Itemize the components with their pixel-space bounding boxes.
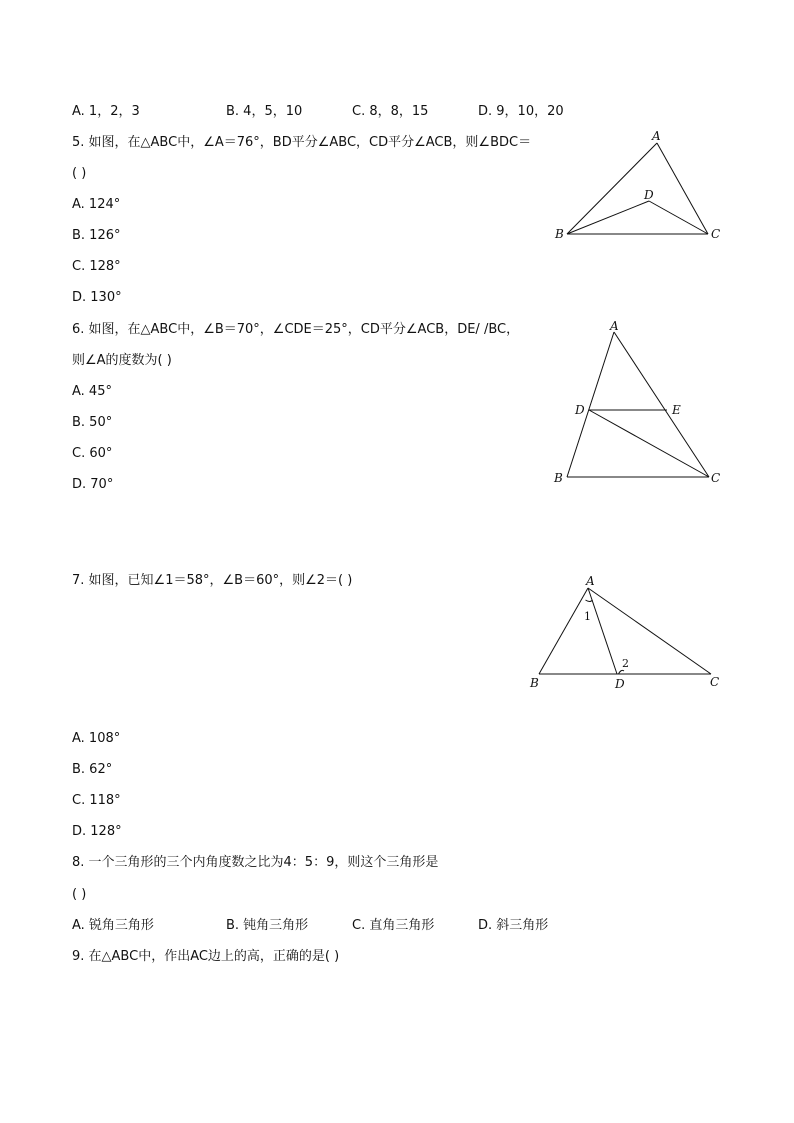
q5-figure (545, 128, 730, 248)
q8-option-b: B. 钝角三角形 (226, 918, 309, 933)
q7-angle-1-arc (586, 600, 593, 602)
q7-label-angle-1: 1 (584, 610, 591, 623)
q7-side-ab (539, 588, 588, 674)
q4-option-d: D. 9，10，20 (478, 104, 564, 119)
q8-paren: ( ) (72, 887, 87, 902)
q7-label-angle-2: 2 (622, 657, 629, 670)
q7-label-c: C (710, 675, 720, 689)
q5-side-ac (657, 143, 708, 234)
q6-option-b: B. 50° (72, 415, 113, 430)
q4-option-a: A. 1，2，3 (72, 104, 140, 119)
q7-stem: 7. 如图，已知∠1＝58°，∠B＝60°，则∠2＝( ) (72, 573, 353, 588)
q6-figure (545, 316, 730, 491)
q5-label-c: C (711, 227, 721, 241)
q7-label-d: D (615, 677, 625, 691)
q5-option-b: B. 126° (72, 228, 121, 243)
q7-label-a: A (586, 574, 595, 588)
q8-option-d: D. 斜三角形 (478, 918, 549, 933)
q7-option-c: C. 118° (72, 793, 121, 808)
q6-stem: 6. 如图，在△ABC中，∠B＝70°，∠CDE＝25°，CD平分∠ACB，DE/ /BC， (72, 322, 520, 337)
q6-option-c: C. 60° (72, 446, 113, 461)
q7-segment-ad (588, 588, 617, 674)
q5-option-d: D. 130° (72, 290, 122, 305)
q7-option-b: B. 62° (72, 762, 113, 777)
q5-paren: ( ) (72, 166, 87, 181)
q6-option-d: D. 70° (72, 477, 114, 492)
q6-segment-dc (589, 410, 709, 477)
q5-segment-bd (567, 201, 649, 234)
q7-side-ac (588, 588, 711, 674)
q8-stem: 8. 一个三角形的三个内角度数之比为4：5：9，则这个三角形是 (72, 855, 439, 870)
q9-stem: 9. 在△ABC中，作出AC边上的高，正确的是( ) (72, 949, 340, 964)
q4-option-b: B. 4，5，10 (226, 104, 303, 119)
q6-label-d: D (575, 403, 585, 417)
q4-option-c: C. 8，8，15 (352, 104, 429, 119)
q6-label-a: A (610, 319, 619, 333)
q5-label-d: D (644, 188, 654, 202)
q5-label-b: B (555, 227, 564, 241)
q8-option-c: C. 直角三角形 (352, 918, 435, 933)
q7-figure (520, 570, 730, 695)
q8-option-a: A. 锐角三角形 (72, 918, 154, 933)
q7-option-a: A. 108° (72, 731, 121, 746)
q6-label-e: E (672, 403, 681, 417)
q7-option-d: D. 128° (72, 824, 122, 839)
q6-stem-2: 则∠A的度数为( ) (72, 353, 172, 368)
q5-label-a: A (652, 129, 661, 143)
q5-stem: 5. 如图，在△ABC中，∠A＝76°，BD平分∠ABC，CD平分∠ACB，则∠BDC＝ (72, 135, 532, 150)
q6-option-a: A. 45° (72, 384, 112, 399)
q6-label-b: B (554, 471, 563, 485)
q5-option-a: A. 124° (72, 197, 121, 212)
q6-label-c: C (711, 471, 721, 485)
q5-option-c: C. 128° (72, 259, 121, 274)
q6-side-ac (614, 332, 709, 477)
q7-angle-2-arc (619, 670, 625, 674)
q7-label-b: B (530, 676, 539, 690)
